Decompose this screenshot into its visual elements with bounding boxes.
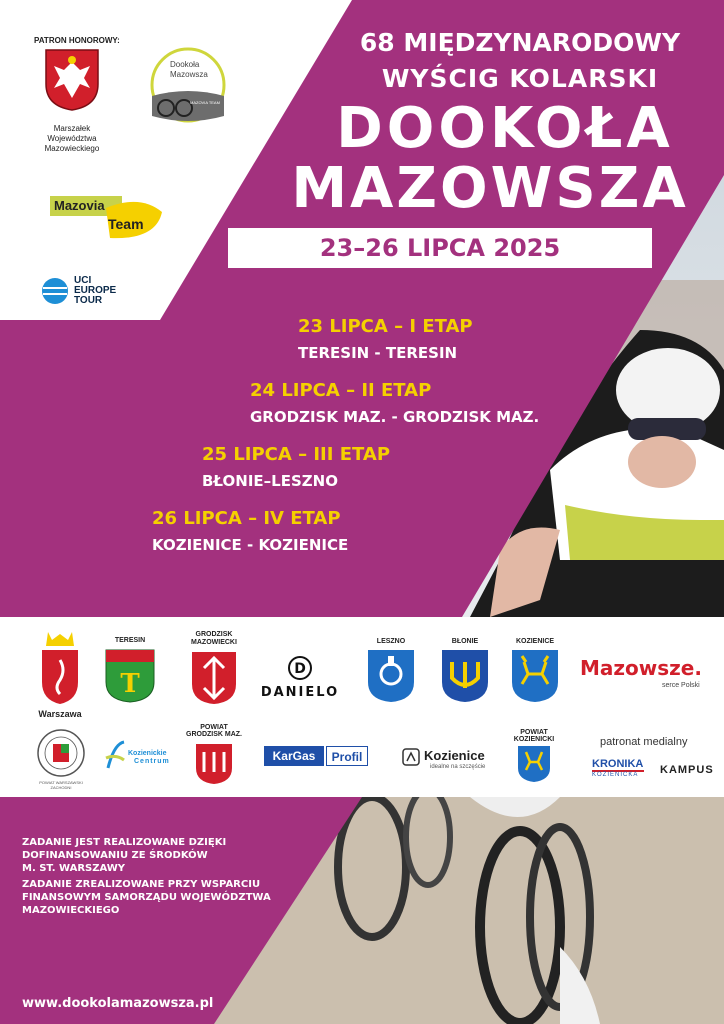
stage-1-route: TERESIN - TERESIN	[298, 344, 458, 362]
svg-text:T: T	[120, 669, 140, 699]
headline-line1: 68 MIĘDZYNARODOWY	[359, 28, 681, 57]
powiat-zachodni-seal-icon	[36, 728, 86, 778]
stage-2-title: 24 LIPCA – II ETAP	[250, 380, 432, 401]
teresin-coat-of-arms-icon	[104, 648, 156, 704]
danielo-logo	[254, 656, 346, 700]
footer-paragraph-1	[22, 836, 226, 875]
headline-line2: WYŚCIG KOLARSKI	[381, 64, 659, 93]
patron-name-3: Mazowieckiego	[44, 144, 100, 153]
profil-text: Profil	[326, 746, 368, 766]
mazowieckie-coat-of-arms-icon	[44, 48, 100, 112]
powiat-grodzisk-coat-of-arms-icon	[194, 742, 234, 786]
powiat-grodzisk-label-1: POWIAT	[200, 724, 228, 731]
kargas-text: KarGas	[264, 746, 324, 766]
kozienickie-line1: Kozienickie	[128, 750, 167, 757]
stage-3-title: 25 LIPCA – III ETAP	[202, 444, 391, 465]
race-logo-line2: Mazowsza	[170, 70, 208, 79]
kozienice-brand-text: Kozienice	[424, 748, 485, 763]
race-logo-line1: Dookoła	[170, 60, 200, 69]
warszawa-label: Warszawa	[38, 709, 82, 719]
footer-p1-line2: DOFINANSOWANIU ZE ŚRODKÓW	[22, 850, 208, 861]
footer-p2-line3: MAZOWIECKIEGO	[22, 905, 120, 916]
kozienickie-line2: Centrum	[134, 758, 170, 765]
blonie-coat-of-arms-icon	[440, 648, 490, 704]
kozienice-coat-of-arms-icon	[510, 648, 560, 704]
kronika-line2: KOZIENICKA	[592, 772, 639, 778]
kozienice-brand-logo	[402, 748, 502, 778]
kronika-line1: KRONIKA	[592, 758, 644, 770]
website-link[interactable]: www.dookolamazowsza.pl	[22, 996, 214, 1011]
patron-name-2: Województwa	[47, 134, 97, 143]
patron-name-1: Marszałek	[53, 124, 91, 133]
headline-line4: MAZOWSZA	[291, 156, 689, 221]
footer-p1-line1: ZADANIE JEST REALIZOWANE DZIĘKI	[22, 837, 227, 848]
stage-3-route: BŁONIE–LESZNO	[202, 472, 338, 490]
danielo-d-icon	[254, 656, 346, 680]
kozienice-label: KOZIENICE	[515, 638, 555, 645]
team-logo-line2: Team	[108, 216, 144, 232]
stage-4-title: 26 LIPCA – IV ETAP	[152, 508, 341, 529]
mazowsze-logo-text: Mazowsze.	[580, 656, 702, 680]
grodzisk-label-1: GRODZISK	[195, 631, 233, 638]
kargas-profil-logo	[264, 746, 368, 766]
footer-p2-line2: FINANSOWYM SAMORZĄDU WOJEWÓDZTWA	[22, 892, 271, 903]
uci-line1: UCI	[74, 275, 92, 286]
kozienickie-centrum-icon	[104, 740, 126, 772]
headline-line3: DOOKOŁA	[336, 96, 674, 161]
grodzisk-coat-of-arms-icon	[190, 650, 238, 706]
uci-line3: TOUR	[74, 295, 103, 306]
danielo-text: DANIELO	[260, 685, 340, 700]
leszno-label: LESZNO	[376, 638, 406, 645]
uci-logo	[40, 276, 130, 312]
teresin-label: TERESIN	[114, 637, 146, 644]
patron-label: PATRON HONOROWY:	[34, 36, 120, 45]
kronika-logo	[592, 758, 644, 778]
powiat-zachodni-text: POWIAT WARSZAWSKI ZACHODNI	[39, 780, 83, 790]
dates-text: 23–26 LIPCA 2025	[319, 234, 561, 262]
stage-2-route: GRODZISK MAZ. - GRODZISK MAZ.	[250, 408, 540, 426]
stage-4-route: KOZIENICE - KOZIENICE	[152, 536, 349, 554]
mazowsze-subtitle: serce Polski	[662, 682, 700, 689]
media-patron-label: patronat medialny	[600, 736, 688, 748]
footer-p2-line1: ZADANIE ZREALIZOWANE PRZY WSPARCIU	[22, 879, 261, 890]
kampus-logo-text: KAMPUS	[660, 764, 714, 776]
mazovia-team-logo	[50, 194, 162, 240]
stage-1-title: 23 LIPCA – I ETAP	[298, 316, 473, 337]
kozienice-brand-tag: idealne na szczęście	[430, 764, 486, 770]
blonie-label: BŁONIE	[451, 638, 479, 645]
dates-banner	[228, 228, 652, 268]
kozienickie-centrum-logo	[104, 740, 178, 776]
uci-globe-icon	[40, 276, 70, 306]
svg-text:D: D	[294, 661, 306, 677]
race-logo	[144, 46, 226, 124]
footer-p1-line3: M. ST. WARSZAWY	[22, 863, 126, 874]
leszno-coat-of-arms-icon	[366, 648, 416, 704]
kozienice-brand-icon	[402, 748, 420, 766]
team-logo-line1: Mazovia	[54, 198, 105, 213]
grodzisk-label-2: MAZOWIECKI	[191, 639, 237, 646]
powiat-koz-label-2: KOZIENICKI	[513, 736, 555, 743]
powiat-koz-label-1: POWIAT	[520, 729, 548, 736]
powiat-grodzisk-label-2: GRODZISK MAZ.	[186, 731, 242, 738]
powiat-koz-coat-of-arms-icon	[516, 744, 552, 784]
footer-paragraph-2	[22, 878, 271, 917]
race-logo-icon	[144, 46, 226, 124]
uci-line2: EUROPE	[74, 285, 117, 296]
warszawa-coat-of-arms-icon	[38, 630, 82, 706]
race-logo-sub: MAZOVIA TEAM	[190, 100, 220, 105]
